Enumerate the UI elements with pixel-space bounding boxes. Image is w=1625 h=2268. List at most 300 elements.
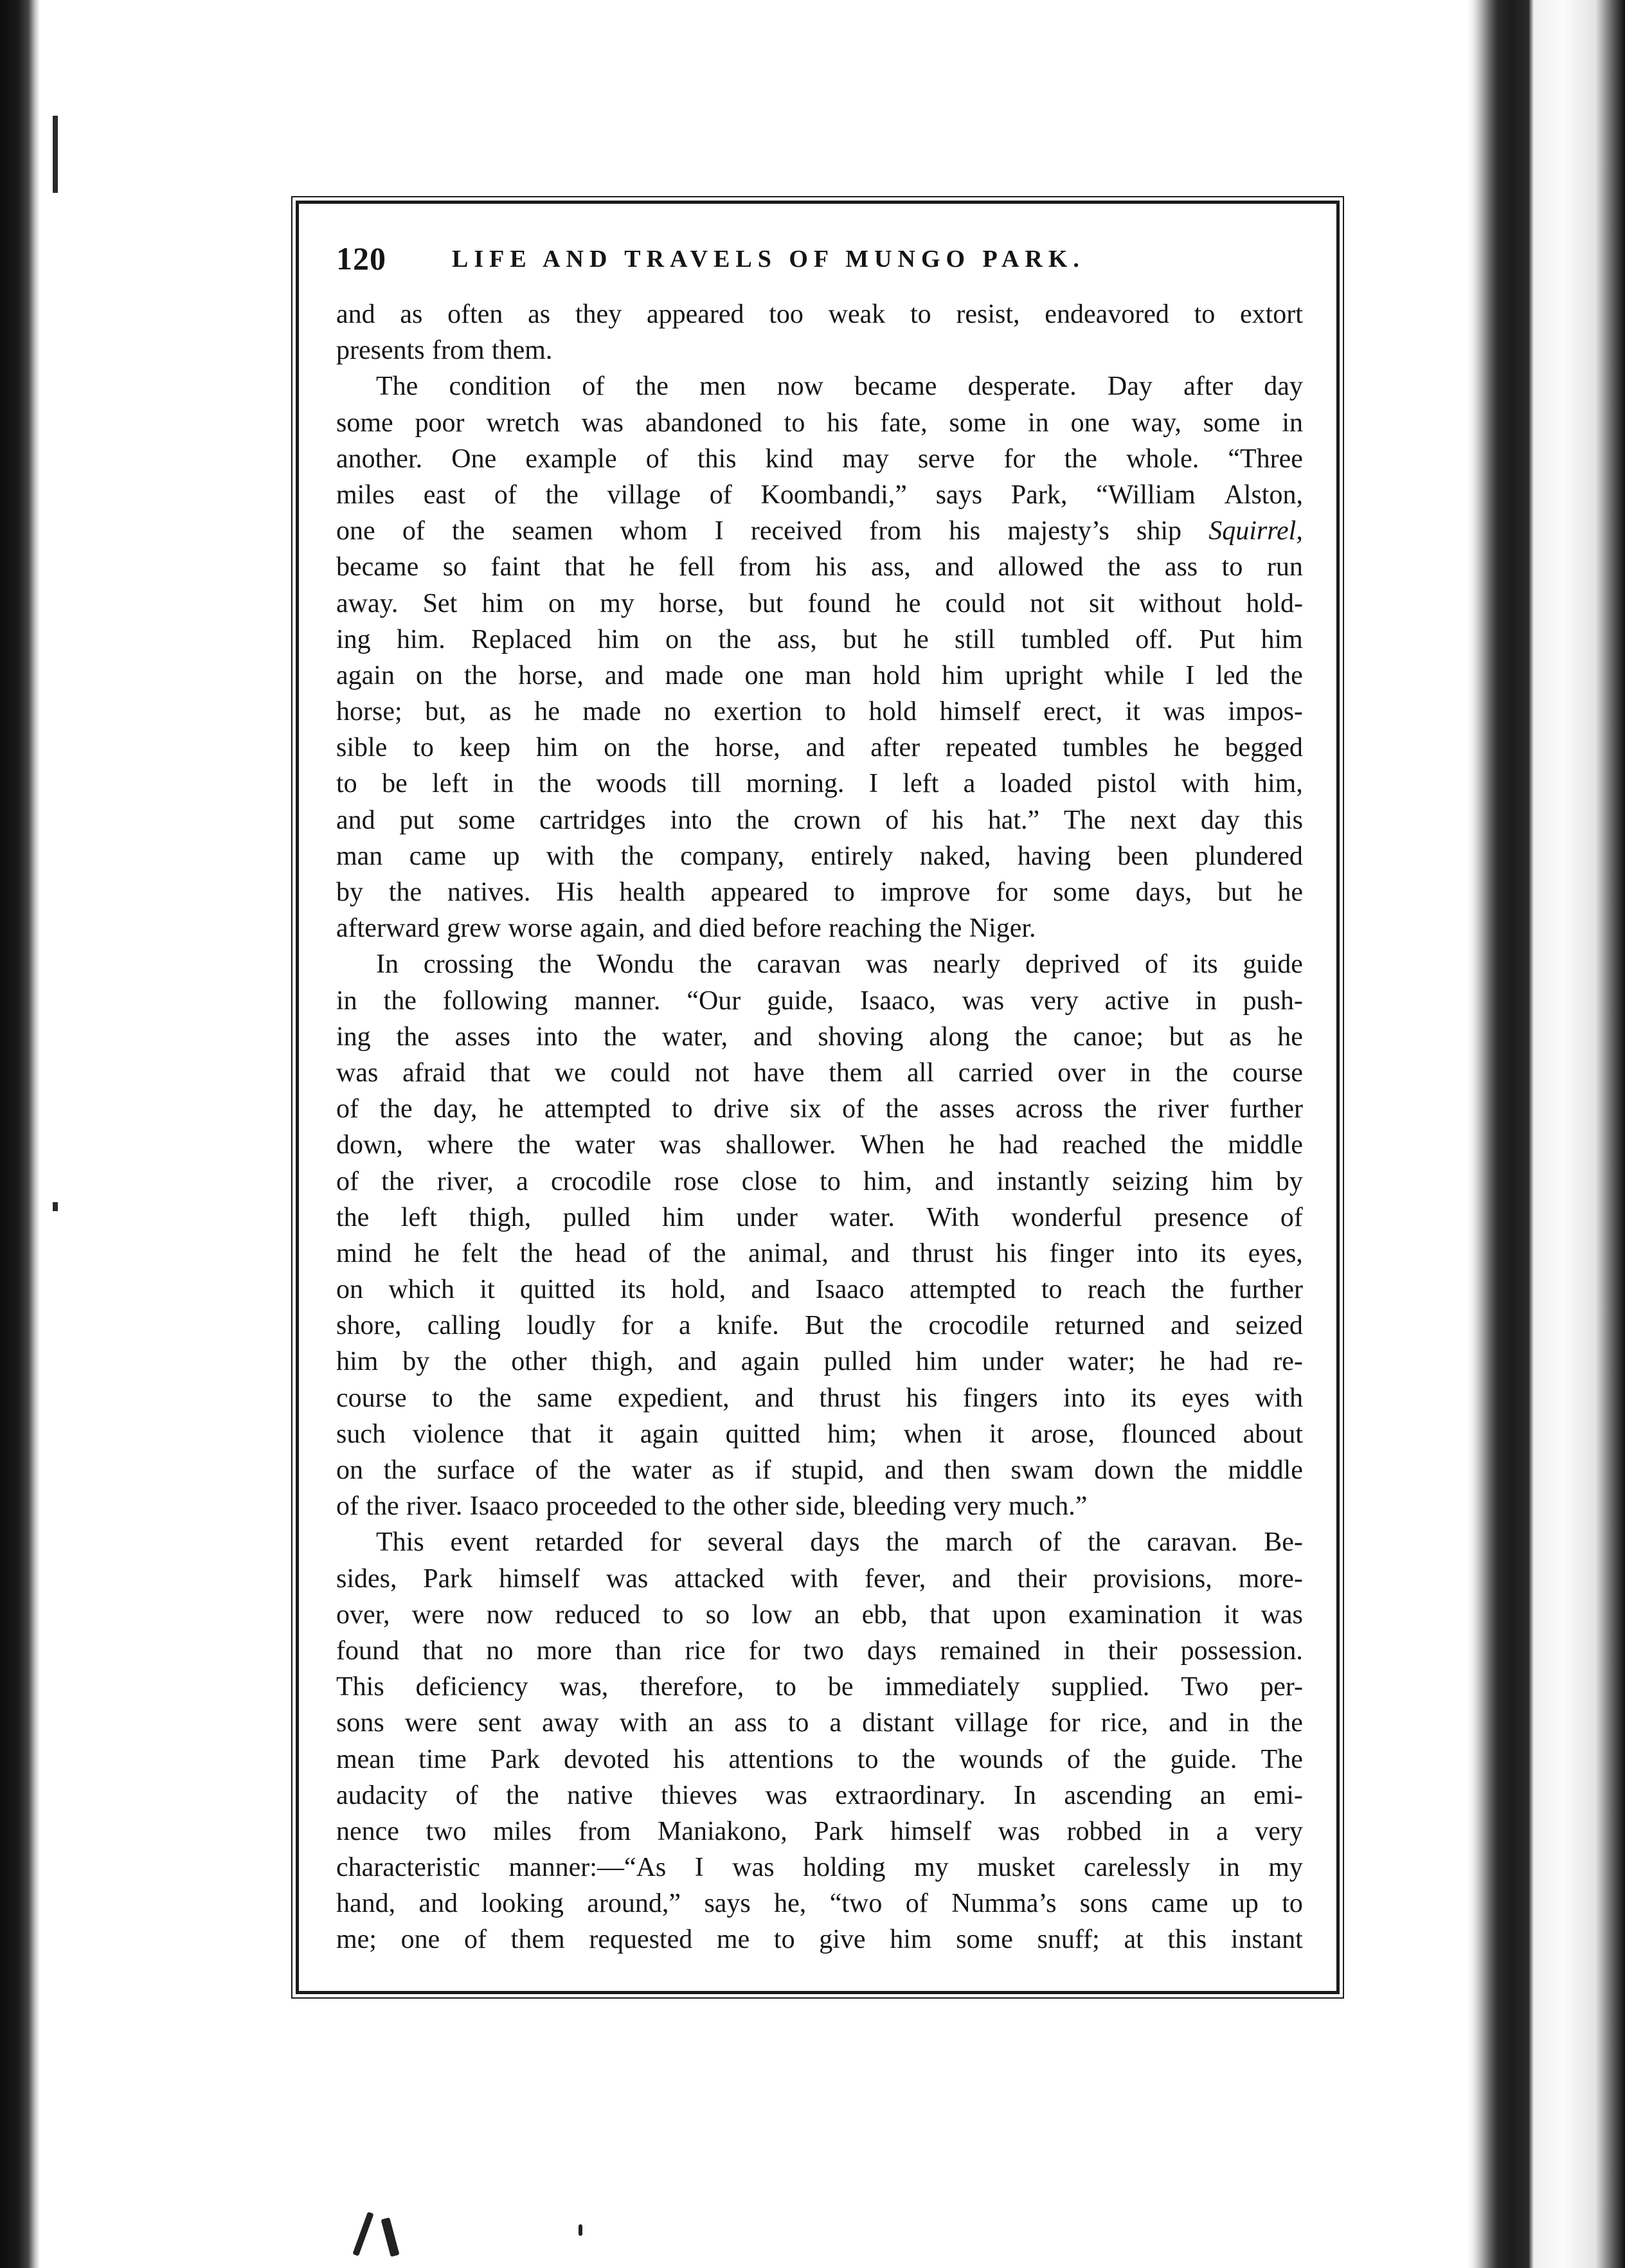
word: it: [1125, 697, 1140, 727]
word: deficiency: [415, 1672, 528, 1702]
word: river: [1157, 1094, 1209, 1124]
word: to: [857, 1744, 879, 1774]
word: Replaced: [471, 624, 572, 654]
word: of: [336, 1166, 359, 1196]
word: quitted: [725, 1419, 801, 1449]
word: presents: [336, 336, 425, 366]
word: after: [1183, 372, 1233, 402]
word: an: [1199, 1780, 1226, 1810]
word: the: [383, 1455, 417, 1485]
word: he: [1277, 878, 1303, 907]
word: the: [1174, 1455, 1208, 1485]
word: and: [935, 1166, 974, 1196]
word: morning.: [746, 769, 845, 799]
word: days: [867, 1635, 917, 1666]
word: to: [432, 1383, 453, 1413]
word: into: [535, 1022, 579, 1052]
word: be: [382, 769, 408, 799]
word: poor: [415, 408, 465, 438]
word: bleeding: [853, 1491, 946, 1522]
word: down,: [336, 1130, 403, 1160]
word: he,: [774, 1889, 807, 1919]
word: next: [1129, 805, 1177, 835]
word: crocodile: [551, 1166, 652, 1196]
word: that: [422, 1635, 463, 1666]
text-line: [336, 910, 1303, 946]
text-line: [336, 1091, 1303, 1127]
text-line: [336, 1380, 1303, 1416]
word: company,: [680, 841, 784, 871]
word: abandoned: [645, 408, 762, 438]
word: water,: [662, 1022, 728, 1052]
text-line: [336, 1597, 1303, 1633]
word: for: [649, 1527, 681, 1558]
word: of: [905, 1889, 928, 1919]
word: afterward: [336, 914, 440, 944]
word: and: [1171, 1311, 1210, 1341]
text-line: [336, 1705, 1303, 1741]
word: hold: [868, 697, 917, 727]
word: man: [336, 841, 383, 871]
word: in: [1219, 1853, 1240, 1883]
word: guide.: [1170, 1744, 1237, 1774]
word: not: [1030, 588, 1064, 618]
word: kind: [765, 444, 814, 474]
word: himself: [499, 1563, 580, 1594]
word: under: [982, 1347, 1044, 1377]
word: this: [1264, 805, 1303, 835]
text-line: [336, 874, 1303, 910]
word: one: [1070, 408, 1110, 438]
word: attempted: [544, 1094, 651, 1124]
word: if: [754, 1455, 771, 1485]
word: eyes: [1181, 1383, 1230, 1413]
word: and: [652, 914, 692, 944]
word: for: [996, 878, 1028, 907]
word: the: [885, 1094, 919, 1124]
word: again,: [580, 914, 645, 944]
word: that: [489, 1058, 530, 1088]
word: in: [1282, 408, 1303, 438]
word: be: [827, 1672, 854, 1702]
word: on: [548, 588, 575, 618]
text-line: [336, 1308, 1303, 1344]
word: was: [765, 1780, 807, 1810]
word: was: [1163, 697, 1205, 727]
word: the: [1270, 1708, 1303, 1738]
word: snuff;: [1037, 1925, 1100, 1955]
word: emi-: [1253, 1780, 1303, 1810]
word: animal,: [748, 1238, 829, 1268]
word: of: [1039, 1527, 1062, 1558]
word: close: [741, 1166, 798, 1196]
text-line: [336, 1850, 1303, 1886]
word: carried: [958, 1058, 1034, 1088]
word: the: [1171, 1130, 1204, 1160]
text-line: [336, 838, 1303, 874]
word: ship: [1136, 516, 1182, 546]
word: sides,: [336, 1563, 397, 1594]
word: plundered: [1194, 841, 1303, 871]
word: him: [1211, 1166, 1253, 1196]
text-line: [336, 332, 1303, 368]
word: after: [870, 733, 920, 763]
word: village: [955, 1708, 1028, 1738]
word: miles: [493, 1816, 552, 1846]
word: under: [736, 1202, 798, 1232]
word: to: [834, 878, 855, 907]
word: flounced: [1121, 1419, 1216, 1449]
text-line: [336, 441, 1303, 477]
word: over,: [336, 1599, 390, 1630]
word: to: [775, 1672, 796, 1702]
word: ing: [336, 1022, 371, 1052]
word: him: [915, 1347, 958, 1377]
word: this: [697, 444, 737, 474]
word: and: [604, 660, 644, 690]
word: was: [606, 1563, 649, 1594]
word: same: [537, 1383, 593, 1413]
text-line: [336, 1633, 1303, 1669]
word: still: [954, 624, 996, 654]
word: its: [620, 1275, 646, 1305]
word: course: [336, 1383, 407, 1413]
word: been: [1117, 841, 1169, 871]
word: “Three: [1228, 444, 1303, 474]
text-line: [336, 1814, 1303, 1850]
word: reach: [1087, 1275, 1146, 1305]
text-line: [336, 1488, 1303, 1524]
word: too: [769, 300, 804, 329]
word: a: [963, 769, 976, 799]
word: six: [789, 1094, 821, 1124]
word: the: [693, 1238, 726, 1268]
word: his: [827, 408, 859, 438]
word: into: [1063, 1383, 1106, 1413]
word: the: [519, 1238, 553, 1268]
word: he: [1277, 1022, 1303, 1052]
word: in: [1228, 1708, 1250, 1738]
word: wretch: [486, 408, 560, 438]
word: for: [621, 1311, 653, 1341]
word: pulled: [823, 1347, 892, 1377]
word: he: [903, 624, 929, 654]
word: at: [1124, 1925, 1144, 1955]
word: but,: [425, 697, 467, 727]
word: to: [820, 1166, 841, 1196]
word: I: [714, 516, 724, 546]
word: put: [399, 805, 435, 835]
word: One: [451, 444, 497, 474]
word: off.: [1135, 624, 1173, 654]
word: him: [890, 1925, 932, 1955]
word: the: [381, 1166, 415, 1196]
word: left: [902, 769, 939, 799]
word: one: [336, 516, 375, 546]
word: one: [400, 1925, 440, 1955]
word: may: [842, 444, 889, 474]
text-line: [336, 1524, 1303, 1560]
word: was: [659, 1130, 701, 1160]
word: of: [463, 1925, 487, 1955]
word: but: [843, 624, 877, 654]
word: the: [454, 1347, 487, 1377]
word: some: [956, 1925, 1013, 1955]
word: was: [1261, 1599, 1303, 1630]
word: tumbles: [1063, 733, 1149, 763]
word: of: [494, 480, 517, 510]
word: Isaaco: [469, 1491, 539, 1522]
binding-mark: [53, 1202, 58, 1211]
word: the: [545, 480, 579, 510]
word: wounds: [959, 1744, 1043, 1774]
word: in: [1028, 408, 1049, 438]
scan-speck: [381, 2217, 399, 2257]
word: holding: [803, 1853, 886, 1883]
word: in: [1063, 1635, 1085, 1666]
word: up: [492, 841, 520, 871]
word: retarded: [535, 1527, 624, 1558]
word: he: [629, 552, 655, 582]
word: surface: [436, 1455, 515, 1485]
word: in: [1195, 986, 1217, 1016]
word: hat.”: [987, 805, 1040, 835]
word: says: [704, 1889, 751, 1919]
word: were: [404, 1708, 458, 1738]
word: some: [458, 805, 516, 835]
word: led: [1216, 660, 1249, 690]
word: on: [665, 624, 693, 654]
word: it: [989, 1419, 1005, 1449]
word: as: [400, 300, 423, 329]
word: repeated: [946, 733, 1037, 763]
word: other: [732, 1491, 789, 1522]
word: then: [944, 1455, 991, 1485]
word: the: [517, 1130, 551, 1160]
word: died: [698, 914, 746, 944]
word: the: [578, 1455, 611, 1485]
word: it: [1223, 1599, 1239, 1630]
word: of: [455, 1780, 478, 1810]
word: village: [607, 480, 681, 510]
word: thigh,: [469, 1202, 532, 1232]
word: very: [1255, 1816, 1303, 1846]
word: and: [678, 1347, 717, 1377]
word: event: [450, 1527, 509, 1558]
word: manner:—“As: [508, 1853, 667, 1883]
word: than: [615, 1635, 662, 1666]
word: his: [949, 516, 981, 546]
word: into: [1136, 1238, 1178, 1268]
word: another.: [336, 444, 423, 474]
word: while: [1104, 660, 1165, 690]
word: water;: [1068, 1347, 1136, 1377]
word: In: [1013, 1780, 1036, 1810]
word: to: [664, 1491, 685, 1522]
text-line: [336, 405, 1303, 441]
word: robbed: [1066, 1816, 1142, 1846]
word: provisions,: [1093, 1563, 1212, 1594]
page-number: 120: [336, 240, 386, 276]
word: the: [929, 914, 962, 944]
word: often: [447, 300, 503, 329]
word: naked,: [919, 841, 991, 871]
word: day: [1264, 372, 1303, 402]
word: him;: [827, 1419, 877, 1449]
word: felt: [462, 1238, 498, 1268]
word: the: [538, 950, 572, 980]
text-line: [336, 549, 1303, 585]
word: following: [442, 986, 548, 1016]
word: and: [935, 552, 974, 582]
word: and: [753, 1022, 793, 1052]
word: nence: [336, 1816, 399, 1846]
text-line: [336, 1778, 1303, 1814]
word: march: [945, 1527, 1013, 1558]
word: and: [805, 733, 845, 763]
word: Koombandi,”: [760, 480, 907, 510]
word: “Our: [687, 986, 741, 1016]
word: mean: [336, 1744, 395, 1774]
word: and: [336, 300, 375, 329]
word: had: [1209, 1347, 1249, 1377]
word: over: [1057, 1058, 1106, 1088]
word: and: [336, 805, 375, 835]
word: shoving: [818, 1022, 904, 1052]
word: a: [829, 1708, 842, 1738]
word: musket: [977, 1853, 1055, 1883]
word: his: [673, 1744, 705, 1774]
word: by: [402, 1347, 430, 1377]
word: re-: [1273, 1347, 1303, 1377]
word: Day: [1107, 372, 1153, 402]
word: pistol: [1097, 769, 1157, 799]
word: faint: [490, 552, 541, 582]
word: of: [336, 1491, 359, 1522]
word: canoe;: [1073, 1022, 1144, 1052]
word: him,: [863, 1166, 912, 1196]
word: reduced: [555, 1599, 641, 1630]
word: left: [432, 769, 469, 799]
word: ass,: [777, 624, 817, 654]
word: with: [619, 1708, 668, 1738]
word: reaching: [829, 914, 922, 944]
word: horse,: [715, 733, 780, 763]
scan-speck: [352, 2211, 373, 2256]
word: the: [383, 986, 417, 1016]
word: way,: [1131, 408, 1181, 438]
word: an: [688, 1708, 714, 1738]
word: Park: [490, 1744, 540, 1774]
word: knife.: [716, 1311, 779, 1341]
word: his: [995, 1238, 1027, 1268]
text-line: [336, 802, 1303, 838]
word: endeavored: [1045, 300, 1169, 329]
text-line: [336, 1200, 1303, 1236]
word: rice: [685, 1635, 726, 1666]
word: characteristic: [336, 1853, 480, 1883]
word: he: [534, 697, 560, 727]
word: active: [1104, 986, 1169, 1016]
word: Alston,: [1224, 480, 1303, 510]
word: on: [604, 733, 631, 763]
word: The: [1063, 805, 1106, 835]
word: ass,: [870, 552, 911, 582]
word: give: [819, 1925, 866, 1955]
word: from: [431, 336, 485, 366]
word: him: [336, 1347, 379, 1377]
word: reached: [1062, 1130, 1147, 1160]
word: have: [753, 1058, 805, 1088]
word: extort: [1240, 300, 1303, 329]
word: example: [525, 444, 617, 474]
word: extraordinary.: [835, 1780, 986, 1810]
word: this: [1167, 1925, 1207, 1955]
word: crocodile: [928, 1311, 1029, 1341]
word: some: [949, 408, 1007, 438]
word: guide: [1243, 950, 1303, 980]
word: native: [567, 1780, 633, 1810]
word: found: [807, 588, 871, 618]
word: to: [825, 697, 846, 727]
word: Set: [422, 588, 458, 618]
word: that: [929, 1599, 971, 1630]
word: several: [707, 1527, 784, 1558]
word: on: [415, 660, 443, 690]
word: him: [535, 733, 579, 763]
word: ascending: [1064, 1780, 1172, 1810]
word: became: [336, 552, 419, 582]
word: its: [1192, 950, 1218, 980]
word: “two: [829, 1889, 883, 1919]
word: whole.: [1126, 444, 1199, 474]
word: he: [895, 588, 921, 618]
word: my: [600, 588, 634, 618]
word: entirely: [811, 841, 893, 871]
word: as: [712, 1455, 735, 1485]
word: for: [1003, 444, 1036, 474]
word: by: [336, 878, 363, 907]
word: before: [752, 914, 821, 944]
word: Put: [1199, 624, 1235, 654]
word: with: [546, 841, 595, 871]
word: presence: [1154, 1202, 1249, 1232]
word: fingers: [963, 1383, 1038, 1413]
word: their: [1017, 1563, 1067, 1594]
word: time: [418, 1744, 467, 1774]
word: attentions: [728, 1744, 834, 1774]
word: stupid,: [791, 1455, 865, 1485]
word: the: [1064, 444, 1097, 474]
word: Isaaco,: [860, 986, 936, 1016]
word: Two: [1181, 1672, 1229, 1702]
word: Be-: [1264, 1527, 1303, 1558]
word: water.: [829, 1202, 895, 1232]
word: could: [610, 1058, 670, 1088]
word: from: [869, 516, 922, 546]
word: rose: [674, 1166, 719, 1196]
word: violence: [412, 1419, 505, 1449]
word: he: [413, 1238, 440, 1268]
word: fell: [678, 552, 715, 582]
word: left: [400, 1202, 437, 1232]
word: a: [1216, 1816, 1228, 1846]
word: as: [489, 697, 512, 727]
word: in: [1129, 1058, 1151, 1088]
word: whom: [620, 516, 688, 546]
word: him: [942, 660, 984, 690]
word: hand,: [336, 1889, 396, 1919]
